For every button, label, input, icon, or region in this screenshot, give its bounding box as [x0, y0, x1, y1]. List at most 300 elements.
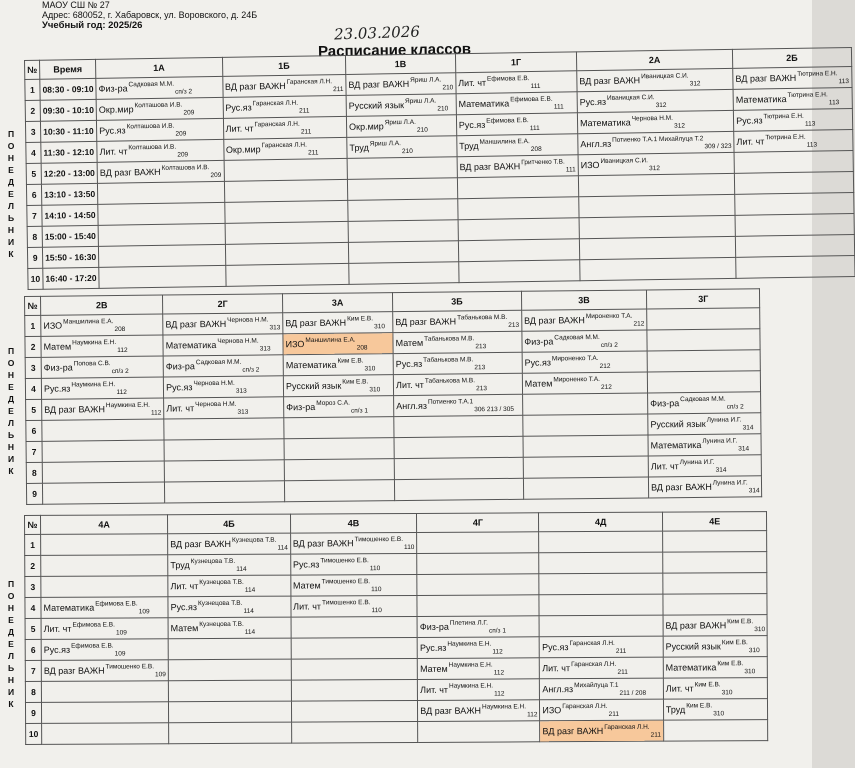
subject-name: Труд	[665, 704, 686, 715]
room-number: 313	[269, 324, 281, 332]
room-number: 114	[244, 586, 256, 594]
lesson-cell	[663, 615, 768, 637]
lesson-cell	[578, 173, 734, 196]
lesson-cell	[41, 534, 168, 556]
subject-name: Физ-ра	[419, 621, 449, 632]
room-number: 113	[838, 78, 850, 86]
subject-name: Окр.мир	[349, 121, 384, 132]
lesson-cell	[164, 439, 284, 461]
lesson-cell	[394, 478, 523, 500]
room-number: 306 213 / 305	[474, 405, 514, 414]
lesson-cell	[41, 576, 168, 598]
lesson-cell	[225, 221, 349, 244]
lesson-cell	[164, 397, 284, 419]
lesson-cell	[98, 202, 225, 225]
lesson-cell	[223, 137, 347, 160]
column-header: №	[25, 296, 41, 315]
room-number: 310	[374, 323, 386, 331]
subject-name: Англ.яз	[580, 138, 612, 150]
subject-name: Математика	[285, 359, 337, 371]
room-number: 312	[674, 122, 686, 130]
lesson-cell	[539, 615, 663, 637]
lesson-number: 6	[25, 639, 41, 660]
lesson-cell	[648, 455, 762, 477]
teacher-name: Ким Е.В.	[342, 378, 369, 386]
teacher-name: Ефимова Е.В.	[95, 600, 138, 608]
weekday-label: П О Н Е Д Е Л Ь Н И К	[7, 579, 15, 709]
lesson-cell	[283, 333, 393, 355]
room-number: 208	[356, 344, 368, 352]
subject-name: ВД разг ВАЖН	[459, 161, 521, 173]
lesson-cell	[284, 396, 394, 418]
lesson-cell	[456, 92, 577, 115]
lesson-number: 6	[26, 420, 42, 441]
room-number: 112	[116, 388, 127, 397]
room-number: 212	[633, 320, 645, 328]
subject-name: Математика	[43, 602, 95, 613]
room-number: 110	[369, 565, 381, 573]
room-number: 211	[299, 107, 310, 115]
room-number: 213	[476, 385, 487, 393]
lesson-cell	[97, 139, 224, 162]
teacher-name: Яриш Л.А.	[404, 97, 437, 106]
lesson-number: 1	[25, 79, 40, 100]
lesson-cell	[663, 678, 768, 700]
teacher-name: Кузнецова Т.В.	[197, 599, 243, 608]
subject-name: Матем	[293, 580, 321, 591]
teacher-name: Маншилина Е.А.	[63, 318, 114, 326]
room-number: 209	[210, 171, 222, 180]
subject-name: Лит. чт	[170, 581, 199, 592]
teacher-name: Гаранская Л.Н.	[562, 702, 608, 711]
subject-name: Математика	[579, 117, 631, 129]
room-number: 310	[369, 386, 381, 394]
lesson-cell	[539, 531, 663, 553]
lesson-cell	[663, 657, 768, 679]
lesson-time: 15:50 - 16:30	[42, 246, 98, 268]
room-number: 208	[530, 145, 542, 154]
room-number: 114	[243, 607, 254, 615]
subject-name: ВД разг ВАЖН	[348, 78, 410, 90]
subject-name: Русский язык	[665, 641, 721, 652]
lesson-cell	[41, 618, 168, 640]
subject-name: Лит. чт	[665, 683, 694, 694]
room-number: 312	[689, 80, 701, 88]
lesson-number: 8	[25, 681, 41, 702]
lesson-cell	[290, 574, 417, 596]
lesson-cell	[291, 679, 418, 701]
lesson-cell	[291, 616, 418, 638]
lesson-time: 16:40 - 17:20	[43, 267, 99, 289]
lesson-cell	[97, 160, 224, 183]
lesson-cell	[346, 73, 456, 96]
lesson-cell	[168, 659, 291, 681]
teacher-name: Чернова Н.М.	[193, 379, 235, 388]
lesson-number: 2	[25, 100, 40, 121]
teacher-name: Ким Е.В.	[347, 315, 374, 323]
teacher-name: Иваницкая С.И.	[600, 157, 648, 165]
teacher-name: Ефимова Е.В.	[486, 75, 530, 83]
lesson-cell	[457, 134, 578, 157]
teacher-name: Мироненко Т.А.	[551, 354, 599, 363]
room-number: 211	[608, 710, 619, 718]
room-number: 310	[748, 647, 760, 655]
subject-name: ВД разг ВАЖН	[579, 75, 641, 87]
lesson-cell	[539, 573, 663, 595]
teacher-name: Кузнецова Т.В.	[231, 536, 277, 544]
teacher-name: Гаранская Л.Н.	[569, 639, 615, 648]
teacher-name: Садковая М.М.	[680, 395, 726, 404]
lesson-cell	[577, 110, 733, 133]
subject-name: Математика	[165, 339, 217, 351]
lesson-cell	[458, 197, 579, 220]
lesson-cell	[41, 681, 168, 703]
room-number: 313	[235, 387, 247, 395]
teacher-name: Наумкина Е.Н.	[71, 381, 116, 389]
lesson-cell	[393, 331, 522, 353]
room-number: 113	[828, 99, 840, 107]
subject-name: Рус.яз	[395, 358, 423, 370]
lesson-cell	[348, 220, 458, 243]
teacher-name: Тимошенко Е.В.	[320, 557, 369, 565]
lesson-cell	[41, 335, 163, 357]
lesson-cell	[647, 371, 761, 393]
teacher-name: Кузнецова Т.В.	[199, 620, 244, 629]
subject-name: ВД разг ВАЖН	[44, 404, 105, 415]
lesson-cell	[417, 574, 539, 596]
lesson-cell	[163, 355, 283, 377]
subject-name: Математика	[735, 94, 787, 105]
room-number: сп/з 2	[111, 367, 129, 376]
room-number: сп/з 1	[350, 407, 368, 415]
lesson-cell	[169, 722, 292, 744]
teacher-name: Тютрина Е.Н.	[763, 112, 804, 121]
room-number: 310	[713, 710, 725, 718]
teacher-name: Наумкина Е.Н.	[449, 682, 494, 690]
teacher-name: Садковая М.М.	[195, 358, 242, 367]
subject-name: Лит. чт	[395, 379, 424, 391]
lesson-number: 8	[26, 462, 42, 483]
lesson-cell	[663, 699, 768, 721]
lesson-number: 5	[26, 163, 41, 184]
teacher-name: Тютрина Е.Н.	[797, 70, 838, 78]
lesson-cell	[663, 594, 768, 616]
room-number: 112	[493, 669, 505, 677]
lesson-cell	[165, 481, 285, 503]
lesson-cell	[284, 417, 394, 439]
teacher-name: Гаранская Л.Н.	[286, 78, 333, 86]
room-number: 314	[742, 424, 754, 432]
room-number: 314	[715, 466, 727, 474]
lesson-number: 2	[25, 336, 41, 357]
room-number: 211	[333, 85, 344, 94]
teacher-name: Мироненко Т.А.	[585, 312, 633, 321]
room-number: 310	[364, 365, 376, 373]
lesson-number: 8	[27, 226, 42, 247]
lesson-cell	[663, 720, 768, 742]
lesson-number: 10	[28, 268, 43, 289]
subject-name: ВД разг ВАЖН	[651, 481, 712, 493]
subject-name: ВД разг ВАЖН	[524, 315, 585, 326]
lesson-cell	[523, 435, 648, 457]
lesson-cell	[393, 373, 522, 395]
room-number: 112	[494, 690, 505, 698]
room-number: 208	[114, 325, 126, 334]
teacher-name: Садковая М.М.	[554, 333, 600, 342]
lesson-cell	[459, 260, 580, 283]
room-number: 112	[527, 711, 538, 719]
lesson-cell	[223, 95, 347, 118]
lesson-cell	[522, 351, 647, 373]
lesson-cell	[648, 476, 762, 498]
lesson-cell	[539, 552, 663, 574]
teacher-name: Ефимова Е.В.	[71, 642, 114, 650]
room-number: 110	[371, 607, 382, 615]
lesson-time: 13:10 - 13:50	[42, 183, 98, 205]
lesson-cell	[523, 414, 648, 436]
room-number: 313	[259, 345, 271, 353]
subject-name: ВД разг ВАЖН	[542, 725, 604, 737]
lesson-cell	[522, 330, 647, 352]
teacher-name: Лунина И.Г.	[706, 416, 742, 424]
room-number: 113	[806, 141, 818, 149]
lesson-cell	[168, 596, 291, 618]
column-header: 4Г	[417, 513, 539, 533]
teacher-name: Яриш Л.А.	[369, 140, 401, 148]
room-number: 314	[748, 487, 760, 495]
lesson-number: 5	[26, 399, 42, 420]
lesson-cell	[521, 309, 646, 331]
school-name: МАОУ СШ № 27	[42, 0, 110, 10]
weekday-label: П О Н Е Д Е Л Ь Н И К	[7, 129, 15, 259]
room-number: 109	[155, 671, 166, 679]
subject-name: Труд	[349, 142, 369, 153]
lesson-cell	[169, 701, 292, 723]
room-number: сп/з 2	[726, 403, 744, 411]
lesson-number: 1	[25, 534, 41, 555]
teacher-name: Тимошенко Е.В.	[105, 663, 155, 671]
lesson-cell	[346, 94, 456, 117]
teacher-name: Гаранская Л.Н.	[604, 723, 650, 731]
lesson-cell	[578, 131, 734, 154]
subject-name: Лит. чт	[293, 601, 322, 612]
teacher-name: Гаранская Л.Н.	[261, 141, 307, 150]
teacher-name: Гаранская Л.Н.	[254, 120, 300, 129]
teacher-name: Тютрина Е.Н.	[765, 133, 806, 142]
teacher-name: Ефимова Е.В.	[510, 95, 553, 104]
column-header: 4Д	[539, 512, 663, 532]
lesson-cell	[96, 97, 223, 120]
lesson-cell	[41, 356, 163, 378]
lesson-cell	[284, 438, 394, 460]
teacher-name: Михайлуца Т.1	[574, 681, 619, 690]
column-header: 1А	[96, 57, 223, 78]
lesson-cell	[168, 617, 291, 639]
subject-name: Рус.яз	[458, 119, 486, 131]
teacher-name: Ким Е.В.	[694, 681, 721, 689]
subject-name: ВД разг ВАЖН	[43, 665, 105, 676]
lesson-cell	[168, 533, 291, 555]
subject-name: ИЗО	[285, 339, 305, 350]
room-number: 310	[744, 668, 756, 676]
teacher-name: Гаранская Л.Н.	[571, 660, 617, 669]
lesson-cell	[580, 257, 736, 280]
lesson-cell	[579, 194, 735, 217]
subject-name: Лит. чт	[542, 663, 571, 674]
lesson-cell	[98, 223, 225, 246]
teacher-name: Ким Е.В.	[727, 618, 754, 626]
column-header: Время	[40, 59, 96, 79]
subject-name: ВД разг ВАЖН	[285, 317, 347, 329]
lesson-cell	[458, 239, 579, 262]
teacher-name: Тимошенко Е.В.	[354, 536, 404, 544]
lesson-cell	[291, 637, 418, 659]
lesson-cell	[42, 419, 164, 441]
subject-name: ИЗО	[542, 705, 562, 716]
lesson-number: 9	[25, 702, 41, 723]
lesson-cell	[224, 200, 348, 223]
lesson-cell	[456, 113, 577, 136]
lesson-cell	[347, 136, 457, 159]
lesson-cell	[648, 392, 762, 414]
teacher-name: Чернова Н.М.	[217, 337, 259, 345]
subject-name: Математика	[665, 662, 717, 673]
subject-name: Лит. чт	[736, 136, 765, 147]
lesson-cell	[578, 152, 734, 175]
subject-name: Физ-ра	[286, 401, 316, 413]
room-number: 313	[237, 408, 249, 416]
room-number: 211	[307, 149, 319, 157]
lesson-cell	[346, 115, 456, 138]
lesson-time: 12:20 - 13:00	[41, 162, 97, 184]
lesson-number: 3	[25, 121, 40, 142]
lesson-cell	[457, 155, 578, 178]
lesson-cell	[734, 129, 853, 152]
room-number: 112	[492, 648, 503, 656]
subject-name: Лит. чт	[650, 461, 679, 472]
teacher-name: Яриш Л.А.	[384, 118, 416, 127]
lesson-cell	[348, 199, 458, 222]
subject-name: Русский язык	[285, 380, 342, 392]
teacher-name: Чернова Н.М.	[631, 114, 674, 123]
lesson-time: 14:10 - 14:50	[42, 204, 98, 226]
subject-name: Рус.яз	[166, 382, 193, 393]
lesson-cell	[394, 394, 523, 416]
lesson-cell	[393, 352, 522, 374]
column-header: 4А	[41, 515, 168, 535]
room-number: 109	[138, 608, 150, 616]
subject-name: Русский язык	[650, 418, 706, 430]
room-number: 114	[244, 628, 256, 636]
subject-name: Физ-ра	[524, 336, 554, 347]
lesson-number: 7	[26, 441, 42, 462]
lesson-cell	[284, 480, 394, 502]
school-address: Адрес: 680052, г. Хабаровск, ул. Воровского, д. 24Б	[42, 10, 258, 20]
column-header: 4Б	[168, 514, 291, 534]
subject-name: Матем	[524, 378, 553, 389]
lesson-cell	[540, 699, 664, 721]
subject-name: Лит. чт	[225, 123, 254, 134]
lesson-cell	[96, 76, 223, 99]
lesson-cell	[734, 109, 853, 132]
lesson-cell	[540, 720, 664, 742]
room-number: сп/з 2	[242, 366, 260, 374]
teacher-name: Ким Е.В.	[686, 702, 713, 710]
column-header: 4В	[290, 513, 417, 533]
room-number: 110	[371, 586, 382, 594]
room-number: 211	[615, 647, 627, 655]
column-header: 4Е	[662, 512, 767, 532]
lesson-number: 6	[26, 184, 41, 205]
lesson-cell	[163, 334, 283, 356]
lesson-number: 4	[26, 142, 41, 163]
column-header: №	[25, 515, 41, 534]
lesson-cell	[523, 456, 648, 478]
subject-name: Рус.яз	[43, 383, 71, 394]
schedule-table-grades-1-2	[24, 47, 855, 290]
lesson-cell	[164, 460, 284, 482]
room-number: 111	[530, 82, 541, 91]
lesson-cell	[42, 440, 164, 462]
lesson-cell	[347, 157, 457, 180]
room-number: 114	[236, 565, 247, 573]
subject-name: ВД разг ВАЖН	[165, 318, 227, 330]
lesson-cell	[99, 265, 226, 288]
subject-name: Рус.яз	[419, 642, 447, 653]
room-number: 112	[117, 346, 128, 355]
room-number: 209	[177, 151, 189, 159]
teacher-name: Табанькова М.В.	[424, 335, 475, 343]
lesson-cell	[522, 372, 647, 394]
lesson-cell	[579, 236, 735, 259]
teacher-name: Колташова И.В.	[161, 164, 210, 172]
lesson-cell	[168, 554, 291, 576]
subject-name: Рус.яз	[542, 642, 569, 653]
lesson-cell	[168, 638, 291, 660]
subject-name: Физ-ра	[650, 398, 680, 409]
lesson-time: 08:30 - 09:10	[40, 78, 96, 100]
teacher-name: Тютрина Е.Н.	[787, 91, 828, 100]
column-header: 2Б	[733, 48, 852, 69]
lesson-cell	[283, 312, 393, 334]
teacher-name: Ким Е.В.	[337, 357, 364, 365]
room-number: сп/з 2	[600, 341, 618, 349]
teacher-name: Мироненко Т.А.	[553, 375, 600, 384]
lesson-number: 9	[26, 483, 42, 504]
subject-name: Окр.мир	[225, 144, 261, 155]
teacher-name: Ким Е.В.	[721, 639, 748, 647]
subject-name: Труд	[459, 140, 479, 152]
lesson-cell	[291, 658, 418, 680]
room-number: 113	[804, 120, 816, 128]
lesson-cell	[456, 71, 577, 94]
lesson-cell	[417, 532, 539, 554]
column-header: 1В	[345, 54, 455, 75]
lesson-number: 10	[26, 723, 42, 744]
subject-name: Русский язык	[348, 100, 405, 111]
room-number: сп/з 1	[488, 627, 506, 635]
handwritten-date: 23.03.2026	[333, 22, 421, 44]
lesson-time: 10:30 - 11:10	[41, 120, 97, 142]
teacher-name: Табанькова М.В.	[424, 377, 476, 385]
lesson-cell	[417, 637, 539, 659]
room-number: 210	[401, 147, 413, 156]
column-header: 1Б	[222, 55, 346, 76]
teacher-name: Ефимова Е.В.	[486, 117, 529, 125]
lesson-cell	[224, 179, 348, 202]
lesson-cell	[223, 116, 347, 139]
lesson-cell	[225, 263, 349, 286]
